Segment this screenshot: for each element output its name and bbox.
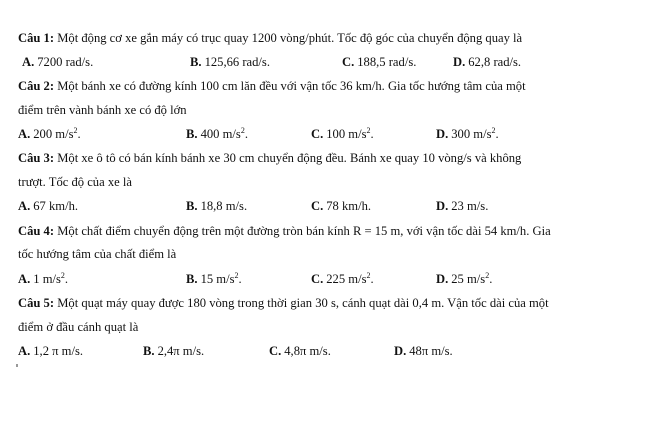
question-text: Một bánh xe có đường kính 100 cm lăn đều với vận tốc 36 km/h. Gia tốc hướng tâm của một [57,79,526,93]
option-d: D. 25 $m/s^2$. [436,270,493,286]
option-c: C. 100 $m/s^2$. [311,125,374,141]
option-d: D. 23 m/s. [436,199,489,213]
option-b: B. 2,4π m/s. [143,344,205,358]
question-5-line-1 [18,295,648,311]
question-text: trượt. Tốc độ của xe là [18,175,132,189]
option-d: D. 48π m/s. [394,344,453,358]
question-text: Một quạt máy quay được 180 vòng trong thời gian 30 s, cánh quạt dài 0,4 m. Vận tốc dài của một [57,296,549,310]
option-c: C. 188,5 rad/s. [342,55,417,69]
option-a: A. 67 km/h. [18,199,79,213]
question-number: Câu 2: [18,79,55,93]
option-c: C. 78 km/h. [311,199,372,213]
option-d: D. 62,8 rad/s. [453,55,522,69]
option-b: B. 125,66 rad/s. [190,55,270,69]
stray-mark [16,364,18,367]
question-text: điểm ở đầu cánh quạt là [18,320,139,334]
question-2-line-1 [18,78,648,94]
option-a: A. 7200 rad/s. [22,55,94,69]
question-3-line-1 [18,150,648,166]
question-1-line-1 [18,30,648,46]
question-number: Câu 1: [18,31,55,45]
question-text: điểm trên vành bánh xe có độ lớn [18,103,187,117]
option-b: B. 15 $m/s^2$. [186,270,242,286]
question-3-line-2 [18,174,648,190]
question-4-line-2 [18,246,648,262]
question-number: Câu 3: [18,151,55,165]
option-a: A. 200 $m/s^2$. [18,125,81,141]
option-c: C. 225 $m/s^2$. [311,270,374,286]
question-4-line-1 [18,223,648,239]
question-5-line-2 [18,319,648,335]
question-text: tốc hướng tâm của chất điểm là [18,247,177,261]
question-number: Câu 5: [18,296,55,310]
question-text: Một động cơ xe gắn máy có trục quay 1200 vòng/phút. Tốc độ góc của chuyển động quay là [57,31,523,45]
option-d: D. 300 $m/s^2$. [436,125,499,141]
option-b: B. 400 $m/s^2$. [186,125,248,141]
question-2-line-2 [18,102,648,118]
option-a: A. 1,2 π m/s. [18,344,83,358]
option-b: B. 18,8 m/s. [186,199,248,213]
question-text: Một xe ô tô có bán kính bánh xe 30 cm chuyển động đều. Bánh xe quay 10 vòng/s và không [57,151,522,165]
question-text: Một chất điểm chuyển động trên một đường tròn bán kính R = 15 m, với vận tốc dài 54 km/h. Gia [57,224,551,238]
question-number: Câu 4: [18,224,55,238]
option-a: A. 1 $m/s^2$. [18,270,69,286]
option-c: C. 4,8π m/s. [269,344,331,358]
